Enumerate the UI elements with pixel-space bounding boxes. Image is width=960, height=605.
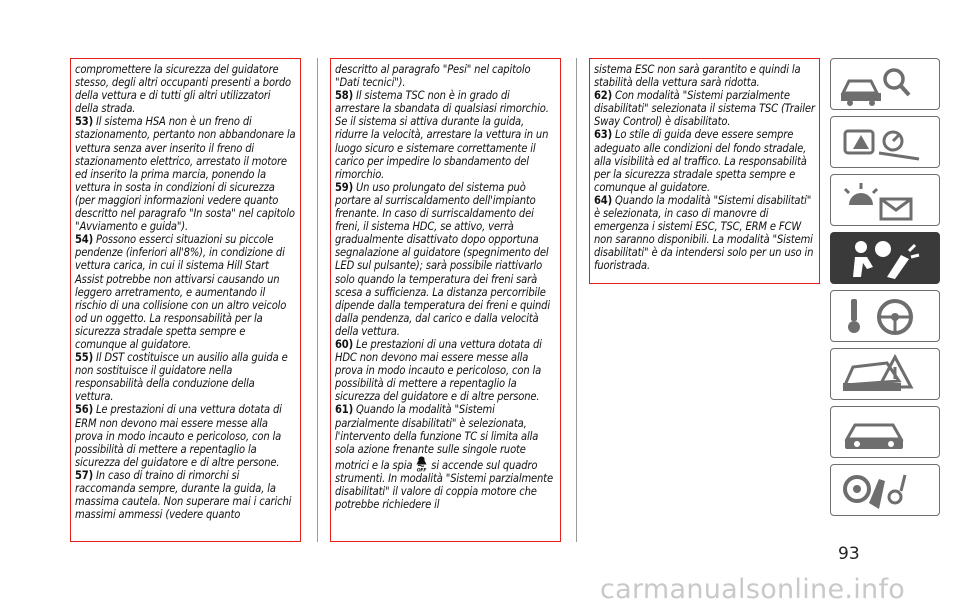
chapter-tab-5[interactable] [830,290,940,342]
note-55 [75,351,296,403]
note-number: 53) [75,115,93,129]
note-60 [335,338,556,403]
chapter-tab-2[interactable] [830,116,940,168]
note-number: 63) [594,128,612,142]
note-56 [75,403,296,468]
chapter-tab-7[interactable] [830,406,940,458]
warning-lights-icon [839,179,929,223]
column-3-intro: sistema ESC non sarà garantito e quindi la stabilità della vettura sarà ridotta. [594,63,801,90]
note-number: 62) [594,89,612,103]
note-number: 54) [75,233,93,247]
column-divider [576,58,577,542]
emergency-car-icon [839,353,929,397]
note-number: 57) [75,468,93,482]
tc-off-warning-icon [415,456,428,472]
note-text: Le prestazioni di una vettura dotata di ERM non devono mai essere messe alla prova in modo incauto e pericoloso, con la possibilità di mettere a repentaglio la sicurezza del guidatore e di altre persone. [75,403,282,469]
note-number: 60) [335,337,353,351]
note-text: Il DST costituisce un ausilio alla guida e non sostituisce il guidatore nella responsabilità della conduzione della vettura. [75,351,288,404]
watermark: carmanualsonline.info [600,574,906,605]
note-53 [75,115,296,233]
note-58 [335,89,556,181]
chapter-tab-6[interactable] [830,348,940,400]
technical-data-icon [839,469,929,513]
column-1-intro: compromettere la sicurezza del guidatore stesso, degli altri occupanti presenti a bordo della vettura e di tutti gli altri utilizzatori della strada. [75,63,291,116]
note-64 [594,194,815,273]
note-text-before: Quando la modalità "Sistemi parzialmente disabilitati" è selezionata, l'intervento della funzione TC si limita alla sola azione frenante sulle singole ruote motrici e la spia [335,403,539,472]
car-maintenance-icon [839,411,929,455]
svg-text:OFF: OFF [417,468,427,472]
note-text: Quando la modalità "Sistemi disabilitati" è selezionata, in caso di manovre di emergenza i sistemi ESC, TSC, ERM e FCW non saranno disponibili. La modalità "Sistemi disabilitati" è da intendersi solo per un uso in fuoristrada. [594,193,814,273]
note-number: 55) [75,351,93,365]
chapter-tab-3[interactable] [830,174,940,226]
column-3 [589,58,820,284]
note-text: Il sistema TSC non è in grado di arrestare la sbandata di qualsiasi rimorchio. Se il sistema si attiva durante la guida, ridurre la velocità, arrestare la vettura in un luogo sicuro e sistemare correttamente il carico per impedire lo sbandamento del rimorchio. [335,89,549,181]
note-text: In caso di traino di rimorchi si raccomanda sempre, durante la guida, la massima cautela. Non superare mai i carichi massimi ammessi (vedere quanto [75,468,292,522]
note-57 [75,469,296,521]
note-number: 64) [594,193,612,207]
page-number: 93 [838,544,860,564]
note-number: 58) [335,89,353,103]
note-54 [75,233,296,351]
steering-wheel-icon [839,295,929,339]
column-divider [317,58,318,542]
car-search-icon [839,63,929,107]
note-text: Il sistema HSA non è un freno di stazionamento, pertanto non abbandonare la vettura senza aver inserito il freno di stazionamento elettrico, arrestato il motore ed inserito la prima marcia, ponendo la vettura in sosta in condizioni di sicurezza (per maggiori informazioni vedere quanto descritto nel paragrafo "In sosta" nel capitolo "Avviamento e guida"). [75,115,296,234]
chapter-tab-8[interactable] [830,464,940,516]
note-number: 59) [335,180,353,194]
column-2 [330,58,561,542]
note-text: Un uso prolungato del sistema può portare al surriscaldamento dell'impianto frenante. In caso di surriscaldamento dei freni, il sistema HDC, se attivo, verrà gradualmente disattivato dopo opportuna segnalazione al guidatore (spegnimento del LED sul pulsante); sarà possibile riattivarlo solo quando la temperatura dei freni sarà scesa a sufficienza. La distanza percorribile dipende dalla temperatura dei freni e quindi dalla pendenza, dal carico e dalla velocità della vettura. [335,180,550,338]
chapter-tab-4[interactable] [830,232,940,284]
column-1 [70,58,301,542]
note-63 [594,128,815,193]
note-59 [335,181,556,338]
note-text: Con modalità "Sistemi parzialmente disabilitati" selezionata il sistema TSC (Trailer Sway Control) è disabilitato. [594,89,815,129]
column-2-intro: descritto al paragrafo "Pesi" nel capitolo "Dati tecnici"). [335,63,531,90]
chapter-tab-1[interactable] [830,58,940,110]
dashboard-controls-icon [839,121,929,165]
note-text-after: si accende sul quadro strumenti. In modalità "Sistemi parzialmente disabilitati" il valore di coppia motore che potrebbe richiedere il [335,458,553,512]
note-text: Possono esserci situazioni su piccole pendenze (inferiori all'8%), in condizione di vettura carica, in cui il sistema Hill Start Assist potrebbe non attivarsi causando un leggero arretramento, e aumentando il rischio di una collisione con un altro veicolo od un oggetto. La responsabilità per la sicurezza stradale spetta sempre e comunque al guidatore. [75,233,287,351]
note-61 [335,403,556,511]
note-number: 56) [75,403,93,417]
note-number: 61) [335,403,353,417]
note-text: Le prestazioni di una vettura dotata di HDC non devono mai essere messe alla prova in modo incauto e pericoloso, con la possibilità di mettere a repentaglio la sicurezza del guidatore e di altre persone. [335,337,542,404]
safety-airbag-icon [839,237,929,281]
note-62 [594,89,815,128]
note-text: Lo stile di guida deve essere sempre adeguato alle condizioni del fondo stradale, alla visibilità ed al traffico. La responsabilità per la sicurezza stradale spetta sempre e comunque al guidatore. [594,128,807,194]
